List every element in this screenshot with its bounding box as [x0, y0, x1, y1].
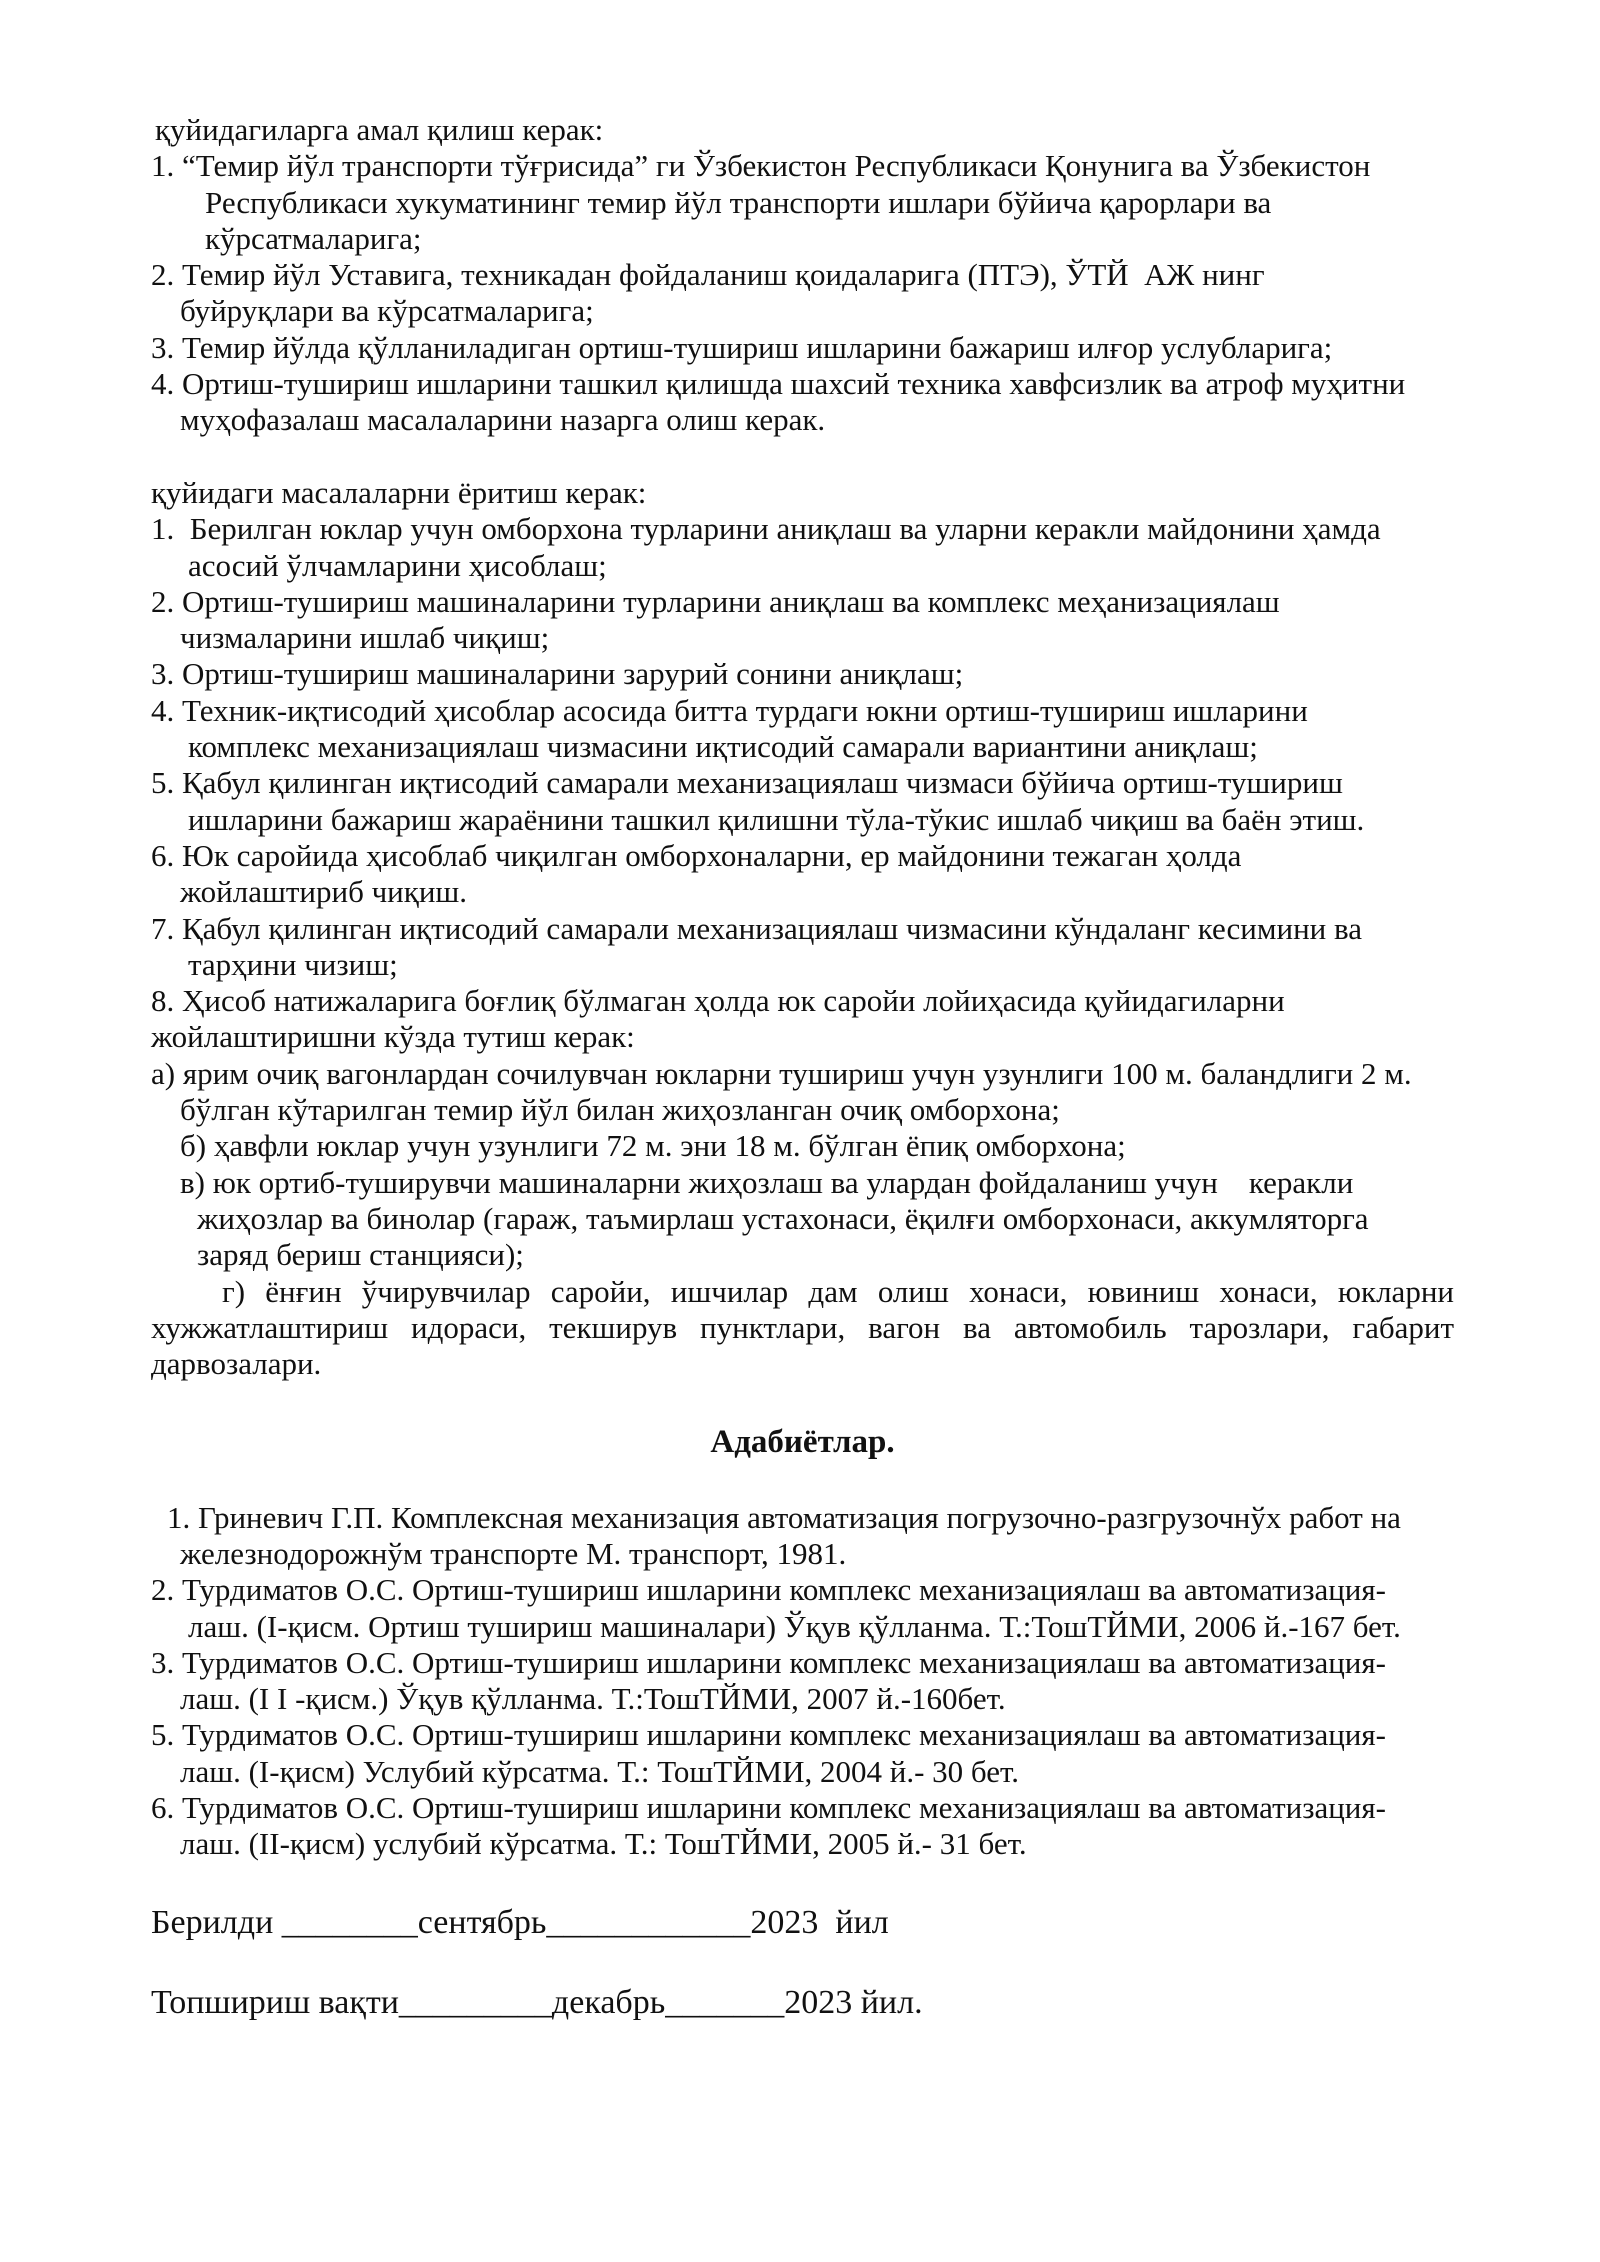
requirement-item	[151, 257, 1454, 330]
item-line: лаш. (I I -қисм.) Ўқув қўлланма. Т.:ТошТЙМИ, 2007 й.-160бет.	[180, 1681, 1006, 1717]
task-item	[151, 656, 1454, 692]
item-line: а) ярим очиқ вагонлардан сочилувчан юкларни тушириш учун узунлиги 100 м. баландлиги 2 м.	[151, 1055, 1412, 1091]
tasks-intro: қуйидаги масалаларни ёритиш керак:	[151, 474, 647, 510]
item-line: бўлган кўтарилган темир йўл билан жиҳозланган очиқ омборхона;	[180, 1092, 1060, 1128]
assignment-body	[151, 112, 1454, 1863]
task-item	[151, 838, 1454, 911]
item-line: ишларини бажариш жараёнини ташкил қилишни тўла-тўкис ишлаб чиқиш ва баён этиш.	[188, 801, 1365, 837]
item-line: лаш. (I-қисм) Услубий кўрсатма. Т.: ТошТЙМИ, 2004 й.- 30 бет.	[180, 1753, 1019, 1789]
task-item	[151, 983, 1454, 1056]
item-line: 7. Қабул қилинган иқтисодий самарали механизациялаш чизмасини кўндаланг кесимини ва	[151, 910, 1363, 946]
references-list	[151, 1500, 1454, 1863]
requirement-item	[151, 148, 1454, 257]
item-line: кўрсатмаларига;	[205, 220, 422, 256]
reference-item	[151, 1572, 1454, 1645]
task-subitem	[151, 1165, 1454, 1274]
item-line: 1. Гриневич Г.П. Комплексная механизация автоматизация погрузочно-разгрузочнўх работ на	[167, 1499, 1401, 1535]
item-line: комплекс механизациялаш чизмасини иқтисодий самарали вариантини аниқлаш;	[188, 729, 1258, 765]
task-subitem	[151, 1056, 1454, 1129]
dates-footer	[151, 1901, 923, 2025]
task-item	[151, 765, 1454, 838]
requirement-item	[151, 330, 1454, 366]
item-line: муҳофазалаш масалаларини назарга олиш керак.	[180, 402, 826, 438]
reference-item	[151, 1645, 1454, 1718]
item-line: 6. Юк саройида ҳисоблаб чиқилган омборхоналарни, ер майдонини тежаган ҳолда	[151, 837, 1242, 873]
item-line: 5. Турдиматов О.С. Ортиш-тушириш ишларини комплекс механизациялаш ва автоматизация-	[151, 1717, 1386, 1753]
item-line: 3. Турдиматов О.С. Ортиш-тушириш ишларини комплекс механизациялаш ва автоматизация-	[151, 1644, 1386, 1680]
item-line: хужжатлаштириш идораси, текширув пунктлари, вагон ва автомобиль тарозлари, габарит	[151, 1309, 1454, 1345]
item-line: 4. Ортиш-тушириш ишларини ташкил қилишда шахсий техника хавфсизлик ва атроф муҳитни	[151, 366, 1406, 402]
task-subitem	[151, 1274, 1454, 1383]
item-line: 1. “Темир йўл транспорти тўғрисида” ги Ўзбекистон Республикаси Қонунига ва Ўзбекистон	[151, 148, 1371, 184]
item-line: Республикаси хукуматининг темир йўл транспорти ишлари бўйича қарорлари ва	[205, 184, 1272, 220]
references-heading: Адабиётлар.	[710, 1424, 895, 1461]
item-line: жойлаштириб чиқиш.	[180, 874, 468, 910]
task-item	[151, 911, 1454, 984]
item-line: 3. Темир йўлда қўлланиладиган ортиш-тушириш ишларини бажариш илғор услубларига;	[151, 329, 1333, 365]
task-item	[151, 511, 1454, 584]
reference-item	[151, 1717, 1454, 1790]
item-line: 3. Ортиш-тушириш машиналарини зарурий сонини аниқлаш;	[151, 656, 964, 692]
item-line: в) юк ортиб-туширувчи машиналарни жиҳозлаш ва улардан фойдаланиш учун керакли	[180, 1164, 1354, 1200]
item-line: г) ёнғин ўчирувчилар саройи, ишчилар дам олиш хонаси, ювиниш хонаси, юкларни	[222, 1273, 1454, 1309]
issued-date-line: Берилди ________сентябрь____________2023 йил	[151, 1904, 889, 1941]
item-line: б) ҳавфли юклар учун узунлиги 72 м. эни 18 м. бўлган ёпиқ омборхона;	[180, 1128, 1126, 1164]
item-line: лаш. (II-қисм) услубий кўрсатма. Т.: ТошТЙМИ, 2005 й.- 31 бет.	[180, 1826, 1027, 1862]
item-line: буйруқлари ва кўрсатмаларига;	[180, 293, 594, 329]
item-line: жойлаштиришни кўзда тутиш керак:	[151, 1019, 635, 1055]
item-line: железнодорожнўм транспорте М. транспорт, 1981.	[180, 1535, 847, 1571]
task-item	[151, 584, 1454, 657]
item-line: дарвозалари.	[151, 1346, 322, 1382]
item-line: 2. Темир йўл Уставига, техникадан фойдаланиш қоидаларига (ПТЭ), ЎТЙ АЖ нинг	[151, 257, 1265, 293]
item-line: тарҳини чизиш;	[188, 946, 398, 982]
item-line: жиҳозлар ва бинолар (гараж, таъмирлаш устахонаси, ёқилғи омборхонаси, аккумляторга	[197, 1200, 1369, 1236]
tasks-section	[151, 475, 1454, 1382]
reference-item	[151, 1500, 1454, 1573]
task-subitem	[151, 1128, 1454, 1164]
item-line: заряд бериш станцияси);	[197, 1237, 524, 1273]
item-line: 4. Техник-иқтисодий ҳисоблар асосида битта турдаги юкни ортиш-тушириш ишларини	[151, 692, 1308, 728]
due-date-line: Топшириш вақти_________декабрь_______2023 йил.	[151, 1983, 923, 2021]
item-line: асосий ўлчамларини ҳисоблаш;	[188, 547, 607, 583]
item-line: 2. Турдиматов О.С. Ортиш-тушириш ишларини комплекс механизациялаш ва автоматизация-	[151, 1572, 1386, 1608]
item-line: лаш. (I-қисм. Ортиш тушириш машиналари) Ўқув қўлланма. Т.:ТошТЙМИ, 2006 й.-167 бет.	[188, 1608, 1401, 1644]
item-line: 5. Қабул қилинган иқтисодий самарали механизациялаш чизмаси бўйича ортиш-тушириш	[151, 765, 1343, 801]
reference-item	[151, 1790, 1454, 1863]
requirements-section	[151, 112, 1454, 439]
item-line: 1. Берилган юклар учун омборхона турларини аниқлаш ва уларни керакли майдонини ҳамда	[151, 511, 1381, 547]
task-item	[151, 693, 1454, 766]
requirements-intro: қуйидагиларга амал қилиш керак:	[155, 112, 604, 147]
item-line: 8. Ҳисоб натижаларига боғлиқ бўлмаган ҳолда юк саройи лойиҳасида қуйидагиларни	[151, 983, 1285, 1019]
item-line: 6. Турдиматов О.С. Ортиш-тушириш ишларини комплекс механизациялаш ва автоматизация-	[151, 1790, 1386, 1826]
item-line: 2. Ортиш-тушириш машиналарини турларини аниқлаш ва комплекс меҳанизациялаш	[151, 583, 1280, 619]
item-line: чизмаларини ишлаб чиқиш;	[180, 620, 550, 656]
requirement-item	[151, 366, 1454, 439]
